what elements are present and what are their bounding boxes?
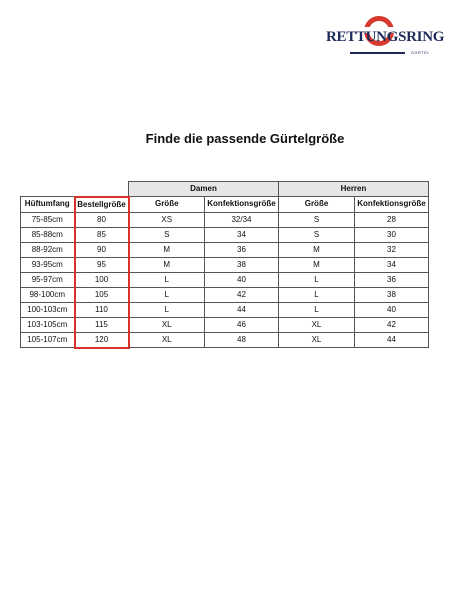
table-row (21, 242, 429, 257)
cell-herren-groesse: XL (279, 317, 355, 332)
cell-hueftumfang: 88-92cm (21, 242, 75, 257)
table-row (21, 302, 429, 317)
cell-herren-groesse: L (279, 287, 355, 302)
cell-hueftumfang: 103-105cm (21, 317, 75, 332)
cell-herren-konfektion: 36 (355, 272, 429, 287)
table-row (21, 227, 429, 242)
table-row (21, 257, 429, 272)
cell-damen-groesse: S (129, 227, 205, 242)
cell-herren-konfektion: 32 (355, 242, 429, 257)
cell-herren-konfektion: 30 (355, 227, 429, 242)
cell-herren-groesse: L (279, 302, 355, 317)
cell-bestellgroesse: 105 (75, 287, 129, 302)
cell-herren-konfektion: 42 (355, 317, 429, 332)
cell-bestellgroesse: 110 (75, 302, 129, 317)
cell-hueftumfang: 105-107cm (21, 332, 75, 348)
cell-bestellgroesse: 80 (75, 212, 129, 227)
brand-sub: GÜRTEL (410, 50, 430, 55)
table-row (21, 287, 429, 302)
cell-herren-groesse: M (279, 242, 355, 257)
header-bestellgroesse: Bestellgröße (75, 197, 129, 213)
cell-damen-konfektion: 38 (205, 257, 279, 272)
cell-damen-konfektion: 42 (205, 287, 279, 302)
cell-damen-konfektion: 36 (205, 242, 279, 257)
cell-damen-konfektion: 34 (205, 227, 279, 242)
cell-herren-groesse: XL (279, 332, 355, 348)
cell-herren-groesse: S (279, 212, 355, 227)
cell-hueftumfang: 93-95cm (21, 257, 75, 272)
table-row (21, 212, 429, 227)
cell-damen-groesse: L (129, 272, 205, 287)
cell-damen-groesse: M (129, 242, 205, 257)
header-herren-groesse: Größe (279, 197, 355, 213)
cell-damen-konfektion: 48 (205, 332, 279, 348)
cell-hueftumfang: 75-85cm (21, 212, 75, 227)
brand-logo (326, 14, 445, 62)
size-table-container (20, 181, 429, 349)
cell-damen-konfektion: 32/34 (205, 212, 279, 227)
cell-damen-konfektion: 46 (205, 317, 279, 332)
cell-herren-konfektion: 34 (355, 257, 429, 272)
cell-herren-konfektion: 28 (355, 212, 429, 227)
size-table (20, 181, 429, 349)
cell-damen-groesse: M (129, 257, 205, 272)
cell-bestellgroesse: 100 (75, 272, 129, 287)
group-herren: Herren (279, 182, 429, 197)
cell-damen-groesse: L (129, 287, 205, 302)
header-damen-konfektion: Konfektionsgröße (205, 197, 279, 213)
cell-damen-konfektion: 40 (205, 272, 279, 287)
cell-hueftumfang: 95-97cm (21, 272, 75, 287)
cell-herren-groesse: M (279, 257, 355, 272)
group-header-row (21, 182, 429, 197)
page-title: Finde die passende Gürtelgröße (145, 131, 345, 146)
cell-bestellgroesse: 95 (75, 257, 129, 272)
header-damen-groesse: Größe (129, 197, 205, 213)
cell-damen-groesse: XL (129, 317, 205, 332)
cell-damen-groesse: L (129, 302, 205, 317)
cell-damen-konfektion: 44 (205, 302, 279, 317)
cell-herren-groesse: S (279, 227, 355, 242)
cell-herren-groesse: L (279, 272, 355, 287)
table-row (21, 332, 429, 348)
group-damen: Damen (129, 182, 279, 197)
cell-damen-groesse: XL (129, 332, 205, 348)
cell-hueftumfang: 98-100cm (21, 287, 75, 302)
table-row (21, 272, 429, 287)
cell-bestellgroesse: 85 (75, 227, 129, 242)
cell-bestellgroesse: 115 (75, 317, 129, 332)
cell-damen-groesse: XS (129, 212, 205, 227)
cell-hueftumfang: 100-103cm (21, 302, 75, 317)
cell-bestellgroesse: 120 (75, 332, 129, 348)
brand-name: RETTUNGSRING (326, 29, 445, 45)
header-hueftumfang: Hüftumfang (21, 197, 75, 213)
column-header-row (21, 197, 429, 213)
table-row (21, 317, 429, 332)
cell-herren-konfektion: 40 (355, 302, 429, 317)
cell-bestellgroesse: 90 (75, 242, 129, 257)
cell-hueftumfang: 85-88cm (21, 227, 75, 242)
cell-herren-konfektion: 38 (355, 287, 429, 302)
cell-herren-konfektion: 44 (355, 332, 429, 348)
header-herren-konfektion: Konfektionsgröße (355, 197, 429, 213)
